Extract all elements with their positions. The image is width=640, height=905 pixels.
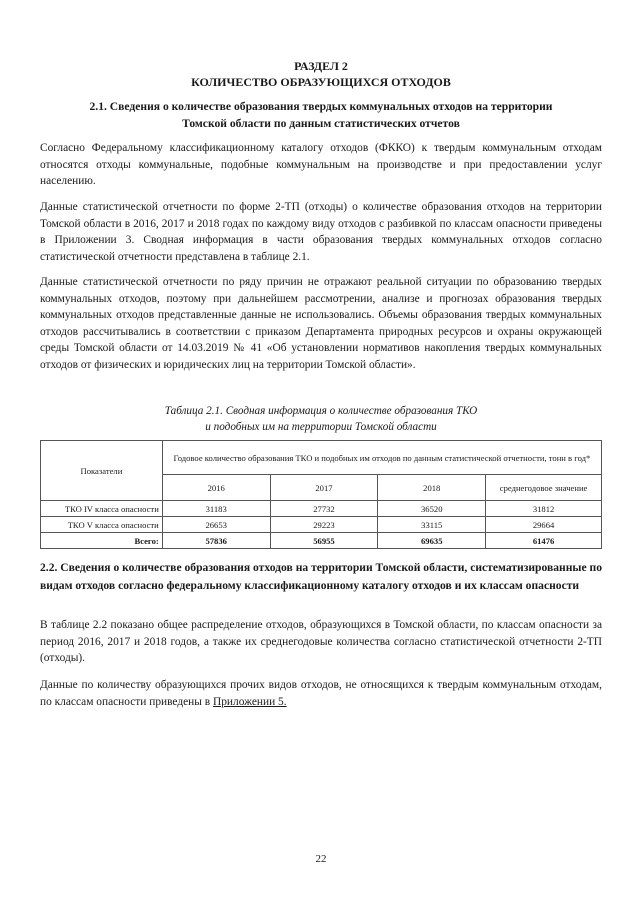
row-label: ТКО IV класса опасности: [41, 501, 163, 517]
summary-table: [40, 440, 602, 549]
table-row: [41, 501, 602, 517]
table-cell: 36520: [378, 501, 486, 517]
table-caption-line2: и подобных им на территории Томской области: [205, 421, 437, 433]
table-cell: 57836: [162, 533, 270, 549]
table-cell: 69635: [378, 533, 486, 549]
table-cell: 29223: [270, 517, 378, 533]
subsection-2-2-title: 2.2. Сведения о количестве образования отходов на территории Томской области, систематизированные по видам отходов согласно федеральному классификационному каталогу отходов и их классам опасности: [40, 561, 602, 592]
section-label: РАЗДЕЛ 2: [294, 59, 348, 73]
row-label: ТКО V класса опасности: [41, 517, 163, 533]
paragraph-other-waste: [40, 677, 602, 710]
row-label: Всего:: [41, 533, 163, 549]
paragraph-other-waste-text: Данные по количеству образующихся прочих видов отходов, не относящихся к твердым коммунальным отходам, по классам опасности приведены в: [40, 679, 602, 708]
paragraph-statistics-limitations: Данные статистической отчетности по ряду причин не отражают реальной ситуации по образованию твердых коммунальных отходов, поэтому при дальнейшем рассмотрении, анализе и прогнозах образования твердых коммунальных отходов представленные данные не использовались. Объемы образования твердых коммунальных отходов рассчитывались в соответствии с приказом Департамента природных ресурсов и охраны окружающей среды Томской области от 14.03.2019 № 41 «Об установлении нормативов накопления твердых коммунальных отходов от физических и юридических лиц на территории Томской области».: [40, 276, 602, 371]
paragraph-statistics-2tp: Данные статистической отчетности по форме 2-ТП (отходы) о количестве образования отходов на территории Томской области в 2016, 2017 и 2018 годах по каждому виду отходов с разбивкой по классам опасности приведены в Приложении 3. Сводная информация в части образования твердых коммунальных отходов согласно статистической отчетности представлена в таблице 2.1.: [40, 201, 602, 263]
appendix-5-link[interactable]: Приложении 5.: [213, 695, 287, 708]
table-cell: 27732: [270, 501, 378, 517]
table-row: [41, 517, 602, 533]
header-year-2018: 2018: [378, 475, 486, 501]
table-cell: 26653: [162, 517, 270, 533]
header-year-2017: 2017: [270, 475, 378, 501]
table-cell: 33115: [378, 517, 486, 533]
table-row-total: [41, 533, 602, 549]
table-cell: 29664: [486, 517, 602, 533]
header-year-2016: 2016: [162, 475, 270, 501]
table-cell: 61476: [486, 533, 602, 549]
table-cell: 31183: [162, 501, 270, 517]
header-annual-amount: Годовое количество образования ТКО и подобных им отходов по данным статистической отчетности, тонн в год*: [162, 441, 601, 475]
subsection-2-1-title-line2: Томской области по данным статистических отчетов: [182, 117, 460, 130]
table-cell: 56955: [270, 533, 378, 549]
subsection-2-1-title-line1: 2.1. Сведения о количестве образования твердых коммунальных отходов на территории: [89, 100, 553, 113]
table-caption-line1: Таблица 2.1. Сводная информация о количестве образования ТКО: [164, 405, 478, 417]
page-number: 22: [315, 853, 327, 865]
table-cell: 31812: [486, 501, 602, 517]
header-average: среднегодовое значение: [486, 475, 602, 501]
section-title: КОЛИЧЕСТВО ОБРАЗУЮЩИХСЯ ОТХОДОВ: [191, 75, 451, 89]
paragraph-fkko: Согласно Федеральному классификационному каталогу отходов (ФККО) к твердым коммунальным отходам относятся отходы коммунальные, подобные коммунальным на производстве и при предоставлении услуг населению.: [40, 142, 602, 188]
header-indicators: Показатели: [41, 441, 163, 501]
paragraph-table-2-2: В таблице 2.2 показано общее распределение отходов, образующихся в Томской области, по классам опасности за период 2016, 2017 и 2018 годов, а также их среднегодовые количества согласно статистической отчетности 2-ТП (отходы).: [40, 619, 602, 665]
